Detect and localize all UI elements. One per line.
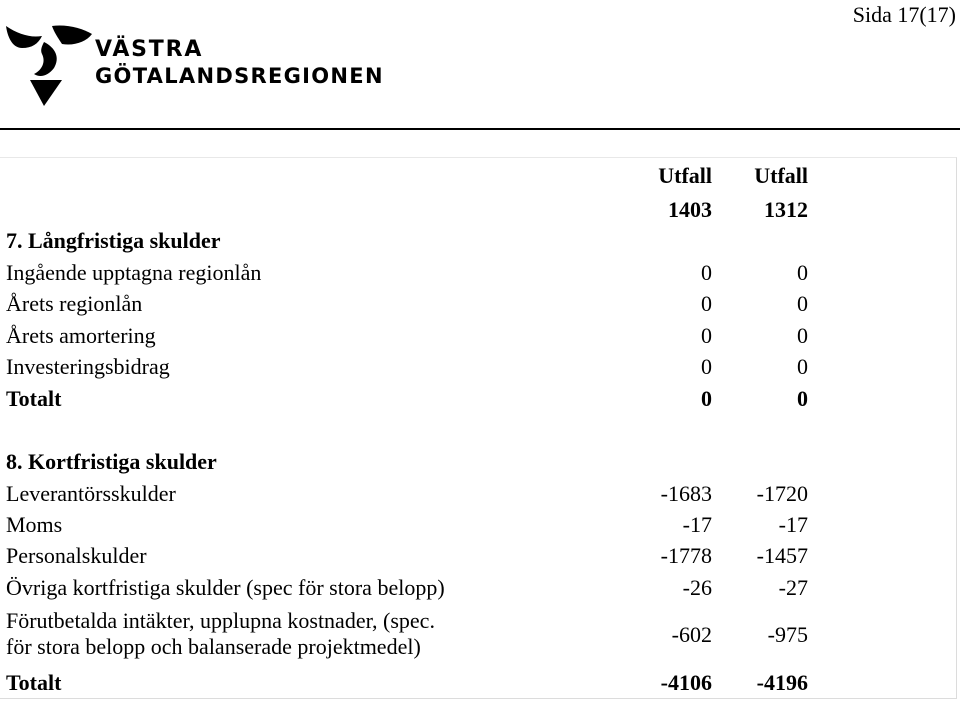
total-label: Totalt: [6, 670, 62, 695]
table-row: [0, 320, 960, 352]
row-label: Ingående upptagna regionlån: [6, 260, 262, 285]
row-value-1: -17: [682, 512, 712, 537]
table-row: [0, 288, 960, 320]
total-value-1: -4106: [660, 670, 712, 695]
vastra-gotalandsregionen-logo: [0, 24, 400, 108]
table-row: [0, 572, 960, 604]
column-header-row: [0, 160, 960, 192]
section-8-total-row: [0, 667, 960, 699]
row-value-2: -1457: [756, 543, 808, 568]
table-row: [0, 602, 960, 666]
row-label: Årets regionlån: [6, 291, 143, 316]
row-value-1: -26: [682, 575, 712, 600]
row-value-1: -1683: [660, 481, 712, 506]
table-row: [0, 478, 960, 510]
row-value-1: -602: [671, 622, 712, 647]
row-value-1: 0: [701, 260, 712, 285]
column-header-1: Utfall: [658, 163, 712, 188]
row-label: Årets amortering: [6, 323, 156, 348]
row-label: Övriga kortfristiga skulder (spec för stora belopp): [6, 575, 445, 600]
row-value-2: -975: [767, 622, 808, 647]
header-divider: [0, 128, 960, 130]
row-value-1: 0: [701, 354, 712, 379]
row-label: Personalskulder: [6, 543, 147, 568]
table-row: [0, 540, 960, 572]
logo-line-1: VÄSTRA: [95, 37, 204, 62]
table-row: [0, 351, 960, 383]
column-header-2: Utfall: [754, 163, 808, 188]
row-value-2: 0: [797, 291, 808, 316]
table-row: [0, 509, 960, 541]
row-value-1: 0: [701, 291, 712, 316]
total-value-1: 0: [701, 386, 712, 411]
logo-line-2: GÖTALANDSREGIONEN: [95, 64, 384, 88]
row-label-line-2: för stora belopp och balanserade projektmedel): [6, 634, 421, 659]
section-7-title-row: [0, 225, 960, 257]
column-year-row: [0, 194, 960, 226]
row-value-2: -1720: [756, 481, 808, 506]
section-8-title-row: [0, 446, 960, 478]
row-value-2: 0: [797, 323, 808, 348]
row-value-2: -27: [778, 575, 808, 600]
row-value-2: -17: [778, 512, 808, 537]
region-emblem-icon: [0, 24, 95, 108]
row-label: Moms: [6, 512, 63, 537]
total-label: Totalt: [6, 386, 62, 411]
table-row: [0, 257, 960, 289]
section-7-title: 7. Långfristiga skulder: [6, 228, 221, 253]
row-label: Leverantörsskulder: [6, 481, 176, 506]
row-value-1: 0: [701, 323, 712, 348]
column-year-2: 1312: [764, 197, 808, 222]
row-value-1: -1778: [660, 543, 712, 568]
row-label-line-1: Förutbetalda intäkter, upplupna kostnader, (spec.: [6, 608, 435, 633]
row-label: [6, 608, 435, 660]
total-value-2: -4196: [756, 670, 808, 695]
section-7-total-row: [0, 383, 960, 415]
section-8-title: 8. Kortfristiga skulder: [6, 449, 217, 474]
row-value-2: 0: [797, 354, 808, 379]
row-value-2: 0: [797, 260, 808, 285]
page-number: Sida 17(17): [852, 2, 956, 27]
row-label: Investeringsbidrag: [6, 354, 170, 379]
column-year-1: 1403: [668, 197, 712, 222]
total-value-2: 0: [797, 386, 808, 411]
